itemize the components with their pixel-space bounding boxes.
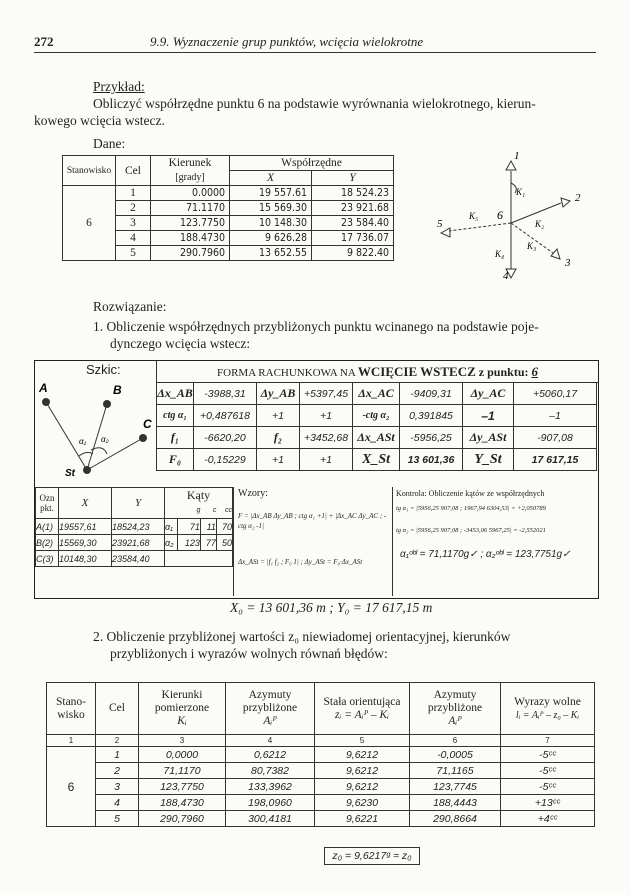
cell-value: -5956,25: [400, 427, 463, 449]
points-table: [35, 487, 233, 567]
table-cell: 300,4181: [226, 811, 315, 827]
point-c-dot: [139, 434, 147, 442]
k4-label: K₄: [495, 249, 505, 259]
th-azimuths-sym: Aᵢᴾ: [263, 715, 277, 727]
point-x: 19557,61: [59, 519, 112, 535]
cell-value: 0,391845: [400, 405, 463, 427]
th-free-terms-text: Wyrazy wolne: [514, 695, 581, 708]
th-direction: Kierunek: [151, 156, 230, 171]
th-y: Y: [112, 488, 165, 519]
point-b-dot: [103, 400, 111, 408]
table-cell: 5: [96, 811, 139, 827]
th-ozn: Ozn pkt.: [36, 488, 59, 519]
table-cell: 133,3962: [226, 779, 315, 795]
cell-label: Δx_AB: [157, 383, 194, 405]
table-cell: 188,4730: [139, 795, 226, 811]
cell-label: Δy_AB: [257, 383, 300, 405]
cell-value: -9409,31: [400, 383, 463, 405]
th-station: Stano-wisko: [47, 683, 96, 735]
th-station: Stanowisko: [63, 156, 116, 186]
table-cell: 18 524.23: [312, 186, 394, 201]
th-direction-unit: [grady]: [151, 171, 230, 186]
sketch-c-label: C: [143, 417, 152, 431]
angle-g: 123: [177, 535, 200, 551]
cell-value: -0,15229: [194, 449, 257, 471]
th-azimuths-text: Azymuty przybliżone: [242, 689, 298, 714]
cell-value: +5060,17: [514, 383, 597, 405]
angle-c: 11: [200, 519, 216, 535]
resection-sketch: [35, 378, 157, 482]
table-cell: 71.1170: [151, 201, 230, 216]
angle-name: α₁: [165, 519, 178, 535]
th-azimuths: [226, 683, 315, 735]
table-cell: +4ᶜᶜ: [501, 811, 595, 827]
th-orientation-sym: zᵢ = Aᵢᴾ – Kᵢ: [335, 708, 389, 721]
table-cell: 290.7960: [151, 246, 230, 261]
cell-value: -6620,20: [194, 427, 257, 449]
triangle-2: [561, 198, 570, 207]
cell-value: –1: [463, 405, 514, 427]
th-x: X: [59, 488, 112, 519]
cell-label: Δy_ASt: [463, 427, 514, 449]
point-6-label: 6: [497, 208, 503, 222]
table-cell: 4: [116, 231, 151, 246]
cell-label: -ctg α₂: [353, 405, 400, 427]
cell-label: ctg α₁: [157, 405, 194, 427]
k3-label: K₃: [527, 241, 537, 251]
table-cell: 9 626.28: [230, 231, 312, 246]
cell-value: -907,08: [514, 427, 597, 449]
table-cell: 290,8664: [410, 811, 501, 827]
th-c: c: [212, 507, 217, 514]
th-azimuths2-sym: Aᵢᴾ: [448, 715, 462, 727]
table-cell: 9,6221: [315, 811, 410, 827]
solution-label: Rozwiązanie:: [93, 299, 167, 314]
table-cell: 2: [116, 201, 151, 216]
table-cell: 188.4730: [151, 231, 230, 246]
formulas-box: [233, 487, 393, 596]
th-directions-text: Kierunki pomierzone: [154, 689, 210, 714]
col-number: 4: [226, 735, 315, 747]
point-y: 23584,40: [112, 551, 165, 567]
triangle-1: [506, 161, 516, 170]
header-rule: [34, 52, 596, 53]
table-cell: 3: [96, 779, 139, 795]
th-directions: [139, 683, 226, 735]
page-number: 272: [34, 34, 54, 49]
table-cell: 9,6212: [315, 763, 410, 779]
th-x: X: [230, 171, 312, 186]
approx-directions-table: [46, 682, 595, 827]
table-cell: 9 822.40: [312, 246, 394, 261]
angle-empty: [165, 551, 233, 567]
table-cell: 1: [96, 747, 139, 763]
point-st-dot: [83, 466, 91, 474]
col-number: 1: [47, 735, 96, 747]
th-g: g: [196, 507, 201, 514]
table-cell: 0,0000: [139, 747, 226, 763]
table-cell: +13ᶜᶜ: [501, 795, 595, 811]
table-cell: 3: [116, 216, 151, 231]
control-tg-alpha2: tg α₂ = |5956,25 907,08 ; -3453,06 5967,25| = -2,552021: [396, 527, 546, 534]
formula-dx: Δx_ASt = |f₁ f₂ ; F₀ 1| ; Δy_ASt = F₀·Δx_ASt: [238, 558, 363, 566]
col-number: 6: [410, 735, 501, 747]
table-cell: 9,6230: [315, 795, 410, 811]
angle-cc: 70: [216, 519, 232, 535]
sketch-st-label: St: [65, 468, 75, 479]
x-st-label: X_St: [353, 449, 400, 471]
k1-label: K₁: [516, 187, 526, 197]
th-orientation-text: Stała orientująca: [323, 695, 401, 708]
table-cell: 290,7960: [139, 811, 226, 827]
given-data-table: [62, 155, 394, 261]
point-x: 10148,30: [59, 551, 112, 567]
point-4-label: 4: [503, 270, 509, 282]
th-orientation: [315, 683, 410, 735]
table-cell: -5ᶜᶜ: [501, 747, 595, 763]
point-2-label: 2: [575, 192, 581, 204]
cell-value: –1: [514, 405, 597, 427]
step1-line-2: dynczego wcięcia wstecz:: [110, 336, 251, 351]
sketch-label: Szkic:: [86, 362, 121, 377]
sketch-alpha2-label: α₂: [101, 435, 109, 444]
page-header-title: 9.9. Wyznaczenie grup punktów, wcięcia wielokrotne: [150, 34, 424, 49]
angle-c: 77: [200, 535, 216, 551]
table-cell: 1: [116, 186, 151, 201]
table-cell: -5ᶜᶜ: [501, 779, 595, 795]
table-cell: 9,6212: [315, 747, 410, 763]
angle-cc: 50: [216, 535, 232, 551]
table-cell: 10 148.30: [230, 216, 312, 231]
table-cell: 2: [96, 763, 139, 779]
angle-name: α₂: [165, 535, 178, 551]
point-name: B(2): [36, 535, 59, 551]
z0-result: z₀ = 9,6217ᵍ ≈ z₀: [324, 847, 420, 865]
sketch-a-label: A: [39, 381, 48, 395]
cell-label: f₂: [257, 427, 300, 449]
form-title-prefix: FORMA RACHUNKOWA NA: [217, 367, 358, 379]
table-cell: 23 921.68: [312, 201, 394, 216]
table-cell: 188,4443: [410, 795, 501, 811]
point-a-dot: [42, 398, 50, 406]
y-st-value: 17 617,15: [514, 449, 597, 471]
table-cell: 0.0000: [151, 186, 230, 201]
station-cell: 6: [47, 747, 96, 827]
step2-line-1: 2. Obliczenie przybliżonej wartości z₀ niewiadomej orientacyjnej, kierunków: [93, 629, 511, 644]
table-cell: 123,7750: [139, 779, 226, 795]
th-y: Y: [312, 171, 394, 186]
point-name: C(3): [36, 551, 59, 567]
cell-label: Δy_AC: [463, 383, 514, 405]
form-title: [156, 361, 598, 383]
table-cell: 5: [116, 246, 151, 261]
task-line-2: kowego wcięcia wstecz.: [34, 113, 165, 128]
col-number: 5: [315, 735, 410, 747]
angle-g: 71: [177, 519, 200, 535]
cell-value: +1: [300, 449, 353, 471]
cell-label: f₁: [157, 427, 194, 449]
table-cell: 13 652.55: [230, 246, 312, 261]
th-angles: Kąty: [165, 488, 233, 504]
table-cell: 198,0960: [226, 795, 315, 811]
control-label: Kontrola: Obliczenie kątów ze współrzędnych: [396, 489, 545, 498]
table-cell: -5ᶜᶜ: [501, 763, 595, 779]
example-label: Przykład:: [93, 79, 145, 94]
step2-line-2: przybliżonych i wyrazów wolnych równań błędów:: [110, 646, 388, 661]
th-target: Cel: [96, 683, 139, 735]
x-st-value: 13 601,36: [400, 449, 463, 471]
k5-label: K₅: [469, 211, 479, 221]
y-st-label: Y_St: [463, 449, 514, 471]
directions-diagram: [415, 143, 595, 288]
table-cell: 15 569.30: [230, 201, 312, 216]
cell-value: +1: [257, 405, 300, 427]
point-y: 18524,23: [112, 519, 165, 535]
computation-grid: [156, 382, 597, 471]
control-box: [392, 487, 596, 596]
line-a-st: [46, 402, 87, 470]
approx-coordinates: X₀ = 13 601,36 m ; Y₀ = 17 617,15 m: [230, 600, 433, 615]
sketch-alpha1-label: α₁: [79, 437, 87, 446]
th-azimuths2: [410, 683, 501, 735]
table-cell: 9,6212: [315, 779, 410, 795]
cell-label: Δx_ASt: [353, 427, 400, 449]
cell-label: Δx_AC: [353, 383, 400, 405]
th-free-terms-sym: lᵢ = Aᵢᴾ – z₀ – Kᵢ: [515, 709, 580, 721]
step1-line-1: 1. Obliczenie współrzędnych przybliżonych punktu wcinanego na podstawie poje-: [93, 319, 539, 334]
sketch-b-label: B: [113, 383, 122, 397]
table-cell: 71,1170: [139, 763, 226, 779]
table-cell: 4: [96, 795, 139, 811]
th-free-terms: [501, 683, 595, 735]
point-1-label: 1: [514, 150, 520, 162]
k2-label: K₂: [535, 219, 545, 229]
table-cell: 0,6212: [226, 747, 315, 763]
table-cell: -0,0005: [410, 747, 501, 763]
triangle-3: [551, 249, 560, 259]
arc-alpha2: [91, 448, 107, 454]
cell-value: +0,487618: [194, 405, 257, 427]
col-number: 3: [139, 735, 226, 747]
point-name: A(1): [36, 519, 59, 535]
table-cell: 19 557.61: [230, 186, 312, 201]
task-line-1: Obliczyć współrzędne punktu 6 na podstawie wyrównania wielokrotnego, kierun-: [93, 96, 536, 111]
point-5-label: 5: [437, 218, 443, 230]
th-azimuths2-text: Azymuty przybliżone: [427, 689, 483, 714]
cell-value: -3988,31: [194, 383, 257, 405]
table-cell: 71,1165: [410, 763, 501, 779]
station-cell: 6: [63, 186, 116, 261]
ray-5: [449, 223, 511, 231]
cell-value: +5397,45: [300, 383, 353, 405]
table-cell: 23 584.40: [312, 216, 394, 231]
table-cell: 17 736.07: [312, 231, 394, 246]
point-y: 23921,68: [112, 535, 165, 551]
form-title-bold: WCIĘCIE WSTECZ: [357, 364, 476, 379]
cell-value: +1: [257, 449, 300, 471]
th-coords: Współrzędne: [230, 156, 394, 171]
given-label: Dane:: [93, 136, 126, 151]
control-result: α₁ᵒᵇˡ = 71,1170g✓ ; α₂ᵒᵇˡ = 123,7751g✓: [400, 549, 571, 560]
cell-label: F₀: [157, 449, 194, 471]
form-title-mid: z punktu:: [475, 365, 532, 379]
table-cell: 123,7745: [410, 779, 501, 795]
form-title-point: 6: [531, 364, 538, 379]
th-cc: cc: [216, 503, 232, 519]
point-x: 15569,30: [59, 535, 112, 551]
table-cell: 123.7750: [151, 216, 230, 231]
col-number: 7: [501, 735, 595, 747]
cell-value: +1: [300, 405, 353, 427]
th-target: Cel: [116, 156, 151, 186]
table-cell: 80,7382: [226, 763, 315, 779]
control-tg-alpha1: tg α₁ = |5956,25 907,08 ; 1967,94 6304,53| = +2,050789: [396, 505, 546, 512]
formulas-label: Wzory:: [238, 488, 268, 499]
th-directions-sym: Kᵢ: [177, 715, 187, 727]
point-3-label: 3: [565, 257, 571, 269]
cell-value: +3452,68: [300, 427, 353, 449]
col-number: 2: [96, 735, 139, 747]
formula-f: F = |Δx_AB Δy_AB ; ctg α₁ +1| + |Δx_AC Δy_AC ; -ctg α₂ -1|: [238, 512, 387, 530]
